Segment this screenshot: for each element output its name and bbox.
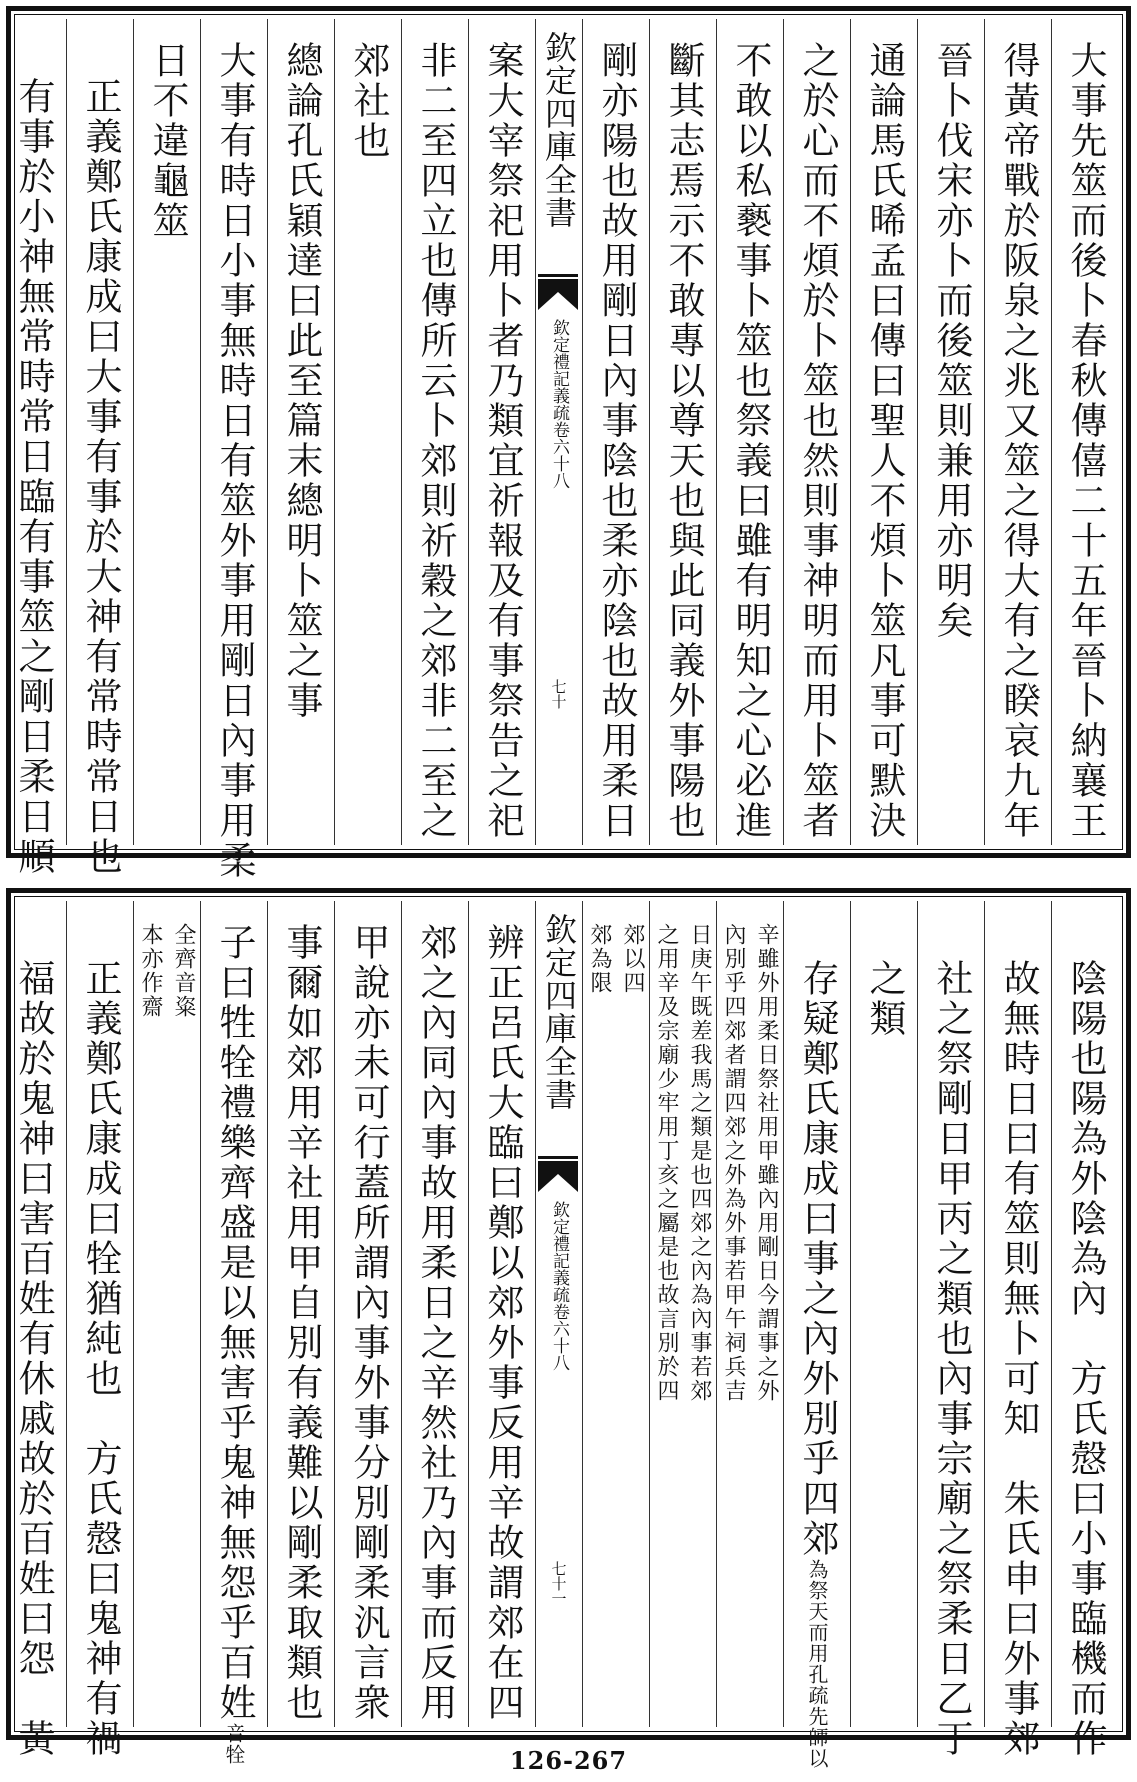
annotation-line-left: 內別乎四郊者謂四郊之外為外事若甲午祠兵吉 (721, 923, 746, 1403)
folio-number: 七十 (549, 679, 568, 709)
column-text: 陰陽也陽為外陰為內 方氏慤曰小事臨機而作 (1064, 959, 1107, 1759)
text-column (850, 901, 917, 1727)
subtitle-line: 欽定禮記義疏 (549, 319, 569, 421)
annotation-line-right: 日庚午既差我馬之類是也四郊之內為內事若郊 (687, 923, 712, 1403)
column-text: 社之祭剛日甲丙之類也內事宗廟之祭柔日乙丁 (930, 959, 973, 1759)
inline-annotation-line-left: 音 (222, 1723, 246, 1744)
column-text: 事爾如郊用辛社用甲自別有義難以剛柔取類也 (280, 923, 323, 1723)
column-text: 剛亦陽也故用剛日內事陰也柔亦陰也故用柔日 (595, 41, 638, 841)
text-column (783, 19, 850, 845)
text-column (334, 19, 401, 845)
annotation-column (649, 901, 716, 1727)
text-column (66, 19, 133, 877)
column-text: 正義鄭氏康成曰大事有事於大神有常時常日也 (79, 77, 122, 877)
text-column (1051, 901, 1118, 1759)
text-column (200, 901, 267, 1765)
upper-page-columns (12, 19, 1118, 881)
annotation-column (133, 901, 200, 1727)
column-text: 之類 (863, 959, 906, 1039)
text-column (716, 19, 783, 845)
column-text: 大事有時日小事無時日有筮外事用剛日內事用柔 (213, 41, 256, 881)
column-text: 福故於鬼神曰害百姓有休戚故於百姓曰怨 黃 (12, 959, 55, 1759)
volume-subtitle (536, 319, 582, 489)
book-title: 欽定四庫全書 (540, 913, 578, 1111)
text-column (200, 19, 267, 881)
text-column (582, 19, 649, 845)
text-column (850, 19, 917, 845)
subtitle-line: 卷六十八 (549, 1303, 569, 1371)
annotation-line-right: 辛雖外用柔日祭社用甲雖內用剛日今謂事之外 (754, 923, 779, 1403)
text-column (401, 901, 468, 1727)
annotation-column (582, 901, 649, 1727)
text-column (0, 901, 66, 1759)
column-text: 正義鄭氏康成曰牷猶純也 方氏慤曰鬼神有禍 (79, 959, 122, 1759)
text-column (133, 19, 200, 845)
text-column (468, 19, 535, 845)
text-column (984, 901, 1051, 1759)
column-text: 通論馬氏晞孟曰傳曰聖人不煩卜筮凡事可默決 (863, 41, 906, 841)
column-text: 日不違龜筮 (146, 41, 189, 241)
text-column (267, 19, 334, 845)
text-column (66, 901, 133, 1759)
annotation-line-left: 郊為限 (587, 923, 612, 995)
center-fold-margin (535, 901, 582, 1727)
upper-page (6, 6, 1131, 881)
center-fold-margin (535, 19, 582, 845)
column-text: 斷其志焉示不敢專以尊天也與此同義外事陽也 (662, 41, 705, 841)
column-text: 甲說亦未可行蓋所謂內事外事分別剛柔汎言衆 (347, 923, 390, 1723)
text-column (267, 901, 334, 1727)
column-text: 郊之內同內事故用柔日之辛然社乃內事而反用 (414, 923, 457, 1723)
text-column (468, 901, 535, 1727)
text-column (917, 19, 984, 845)
text-column (0, 19, 66, 877)
annotation-line-right: 郊以四 (620, 923, 645, 995)
subtitle-line: 欽定禮記義疏 (549, 1201, 569, 1303)
column-text: 非二至四立也傳所云卜郊則祈穀之郊非二至之 (414, 41, 457, 841)
text-column (917, 901, 984, 1759)
text-column (649, 19, 716, 845)
inline-annotation-line-right: 牷 (222, 1744, 246, 1765)
column-text: 之於心而不煩於卜筮也然則事神明而用卜筮者 (796, 41, 839, 841)
column-text: 辨正呂氏大臨曰鄭以郊外事反用辛故謂郊在四 (481, 923, 524, 1723)
text-column (1051, 19, 1118, 845)
text-column (783, 901, 850, 1769)
column-text: 子曰牲牷禮樂齊盛是以無害乎鬼神無怨乎百姓 (213, 923, 256, 1723)
column-text: 不敢以私褻事卜筮也祭義曰雖有明知之心必進 (729, 41, 772, 841)
page-footer-number: 126-267 (509, 1746, 628, 1775)
book-title: 欽定四庫全書 (540, 31, 578, 229)
annotation-line-right: 全齊音粢 (171, 923, 196, 1019)
subtitle-line: 卷六十八 (549, 421, 569, 489)
column-text: 晉卜伐宋亦卜而後筮則兼用亦明矣 (930, 41, 973, 641)
inline-annotation (806, 1559, 828, 1769)
text-column (334, 901, 401, 1727)
column-text: 有事於小神無常時常日臨有事筮之剛日柔日順 (12, 77, 55, 877)
column-text: 大事先筮而後卜春秋傳僖二十五年晉卜納襄王 (1064, 41, 1107, 841)
inline-annotation-line-left: 為祭天而用 (805, 1559, 829, 1664)
text-column (984, 19, 1051, 845)
annotation-column (716, 901, 783, 1727)
column-text: 郊社也 (347, 41, 390, 161)
fishtail-mark-icon (538, 1156, 578, 1192)
volume-subtitle (536, 1201, 582, 1371)
column-text: 總論孔氏穎達曰此至篇末總明卜筮之事 (280, 41, 323, 721)
column-text: 得黃帝戰於阪泉之兆又筮之得大有之睽哀九年 (997, 41, 1040, 841)
folio-number: 七十一 (549, 1561, 568, 1606)
fishtail-mark-icon (538, 274, 578, 310)
column-text: 故無時日曰有筮則無卜可知 朱氏申曰外事郊 (997, 959, 1040, 1759)
text-column (401, 19, 468, 845)
column-text: 案大宰祭祀用卜者乃類宜祈報及有事祭告之祀 (481, 41, 524, 841)
inline-annotation-line-right: 孔疏先師以 (805, 1664, 829, 1769)
column-text: 存疑鄭氏康成曰事之內外別乎四郊 (796, 959, 839, 1559)
annotation-line-left: 之用辛及宗廟少牢用丁亥之屬是也故言別於四 (654, 923, 679, 1403)
annotation-line-left: 本亦作齋 (138, 923, 163, 1019)
